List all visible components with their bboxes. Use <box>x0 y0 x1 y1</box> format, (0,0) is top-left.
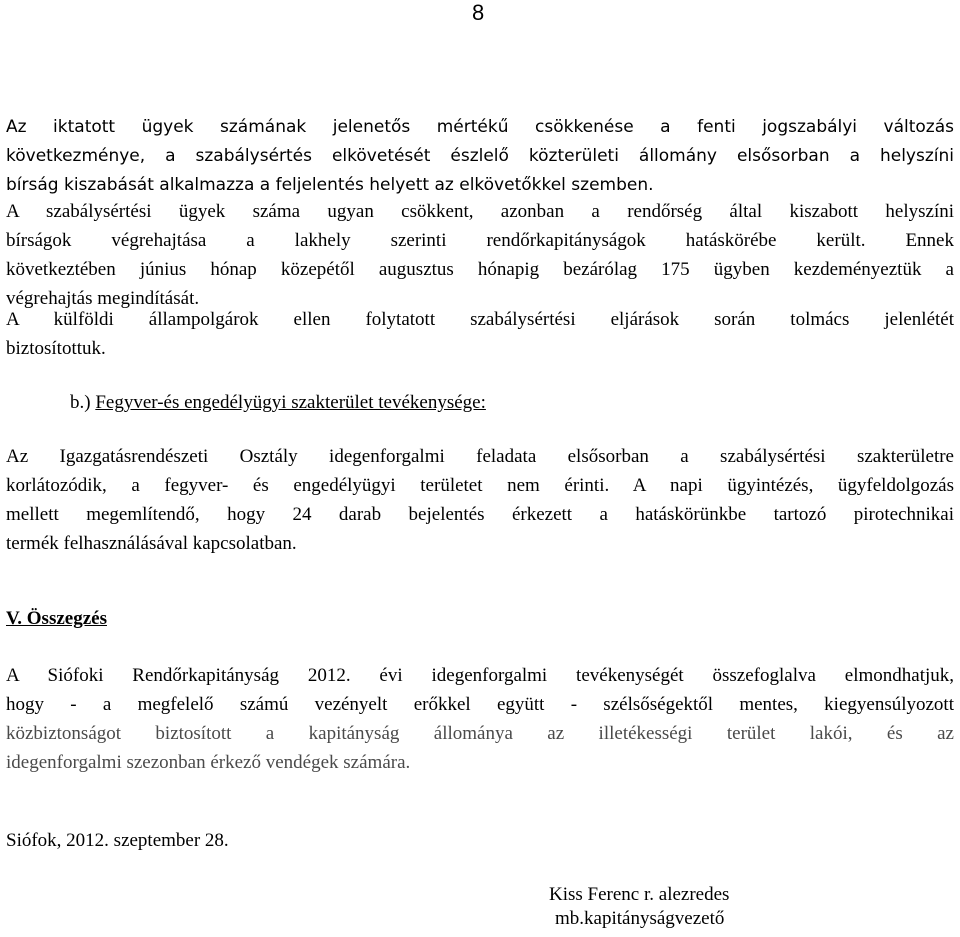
place-date <box>6 826 954 855</box>
interpreter-line-1: A külföldi állampolgárok ellen folytatott szabálysértési eljárások során tolmács jelenlétét <box>6 309 954 330</box>
summary-line-1: A Siófoki Rendőrkapitányság 2012. évi idegenforgalmi tevékenységét összefoglalva elmondhatjuk, <box>6 665 954 686</box>
section-b-line-2: korlátozódik, a fegyver- és engedélyügyi területet nem érinti. A napi ügyintézés, ügyfeldolgozás <box>6 475 954 496</box>
section-v-title: V. Összegzés <box>6 608 107 629</box>
section-v-heading <box>6 604 954 633</box>
fines-line-1: A szabálysértési ügyek száma ugyan csökkent, azonban a rendőrség által kiszabott helyszíni <box>6 201 954 222</box>
section-b-line-3: mellett megemlítendő, hogy 24 darab bejelentés érkezett a hatáskörünkbe tartozó pirotechnikai <box>6 504 954 525</box>
summary-line-3: közbiztonságot biztosított a kapitányság állománya az illetékességi terület lakói, és az <box>6 723 954 744</box>
fines-line-4: végrehajtás megindítását. <box>6 288 200 309</box>
interpreter-paragraph <box>6 305 954 363</box>
signature-title: mb.kapitányságvezető <box>555 908 725 929</box>
section-b-line-4: termék felhasználásával kapcsolatban. <box>6 533 297 554</box>
intro-line-2: következménye, a szabálysértés elkövetését észlelő közterületi állomány elsősorban a helyszíni <box>6 146 954 166</box>
intro-line-3: bírság kiszabását alkalmazza a feljelentés helyett az elkövetőkkel szemben. <box>6 175 654 195</box>
section-b-paragraph <box>6 442 954 558</box>
summary-line-4: idegenforgalmi szezonban érkező vendégek számára. <box>6 752 411 773</box>
section-b-title: Fegyver-és engedélyügyi szakterület tevékenysége: <box>95 392 486 413</box>
signature-name: Kiss Ferenc r. alezredes <box>549 884 730 905</box>
intro-line-1: Az iktatott ügyek számának jelenetős mértékű csökkenése a fenti jogszabályi változás <box>6 117 954 137</box>
interpreter-line-2: biztosítottuk. <box>6 338 106 359</box>
page-number: 8 <box>472 0 485 25</box>
section-b-prefix: b.) <box>70 392 91 413</box>
place-date-text: Siófok, 2012. szeptember 28. <box>6 830 229 851</box>
intro-paragraph <box>6 113 954 200</box>
summary-paragraph <box>6 661 954 777</box>
fines-line-2: bírságok végrehajtása a lakhely szerinti rendőrkapitányságok hatáskörébe került. Ennek <box>6 230 954 251</box>
section-b-heading <box>70 388 770 417</box>
fines-line-3: következtében június hónap közepétől augusztus hónapig bezárólag 175 ügyben kezdeményeztük a <box>6 259 954 280</box>
signature-block <box>549 883 729 931</box>
summary-line-2: hogy - a megfelelő számú vezényelt erőkkel együtt - szélsőségektől mentes, kiegyensúlyozott <box>6 694 954 715</box>
fines-paragraph <box>6 197 954 313</box>
section-b-line-1: Az Igazgatásrendészeti Osztály idegenforgalmi feladata elsősorban a szabálysértési szakterületre <box>6 446 954 467</box>
